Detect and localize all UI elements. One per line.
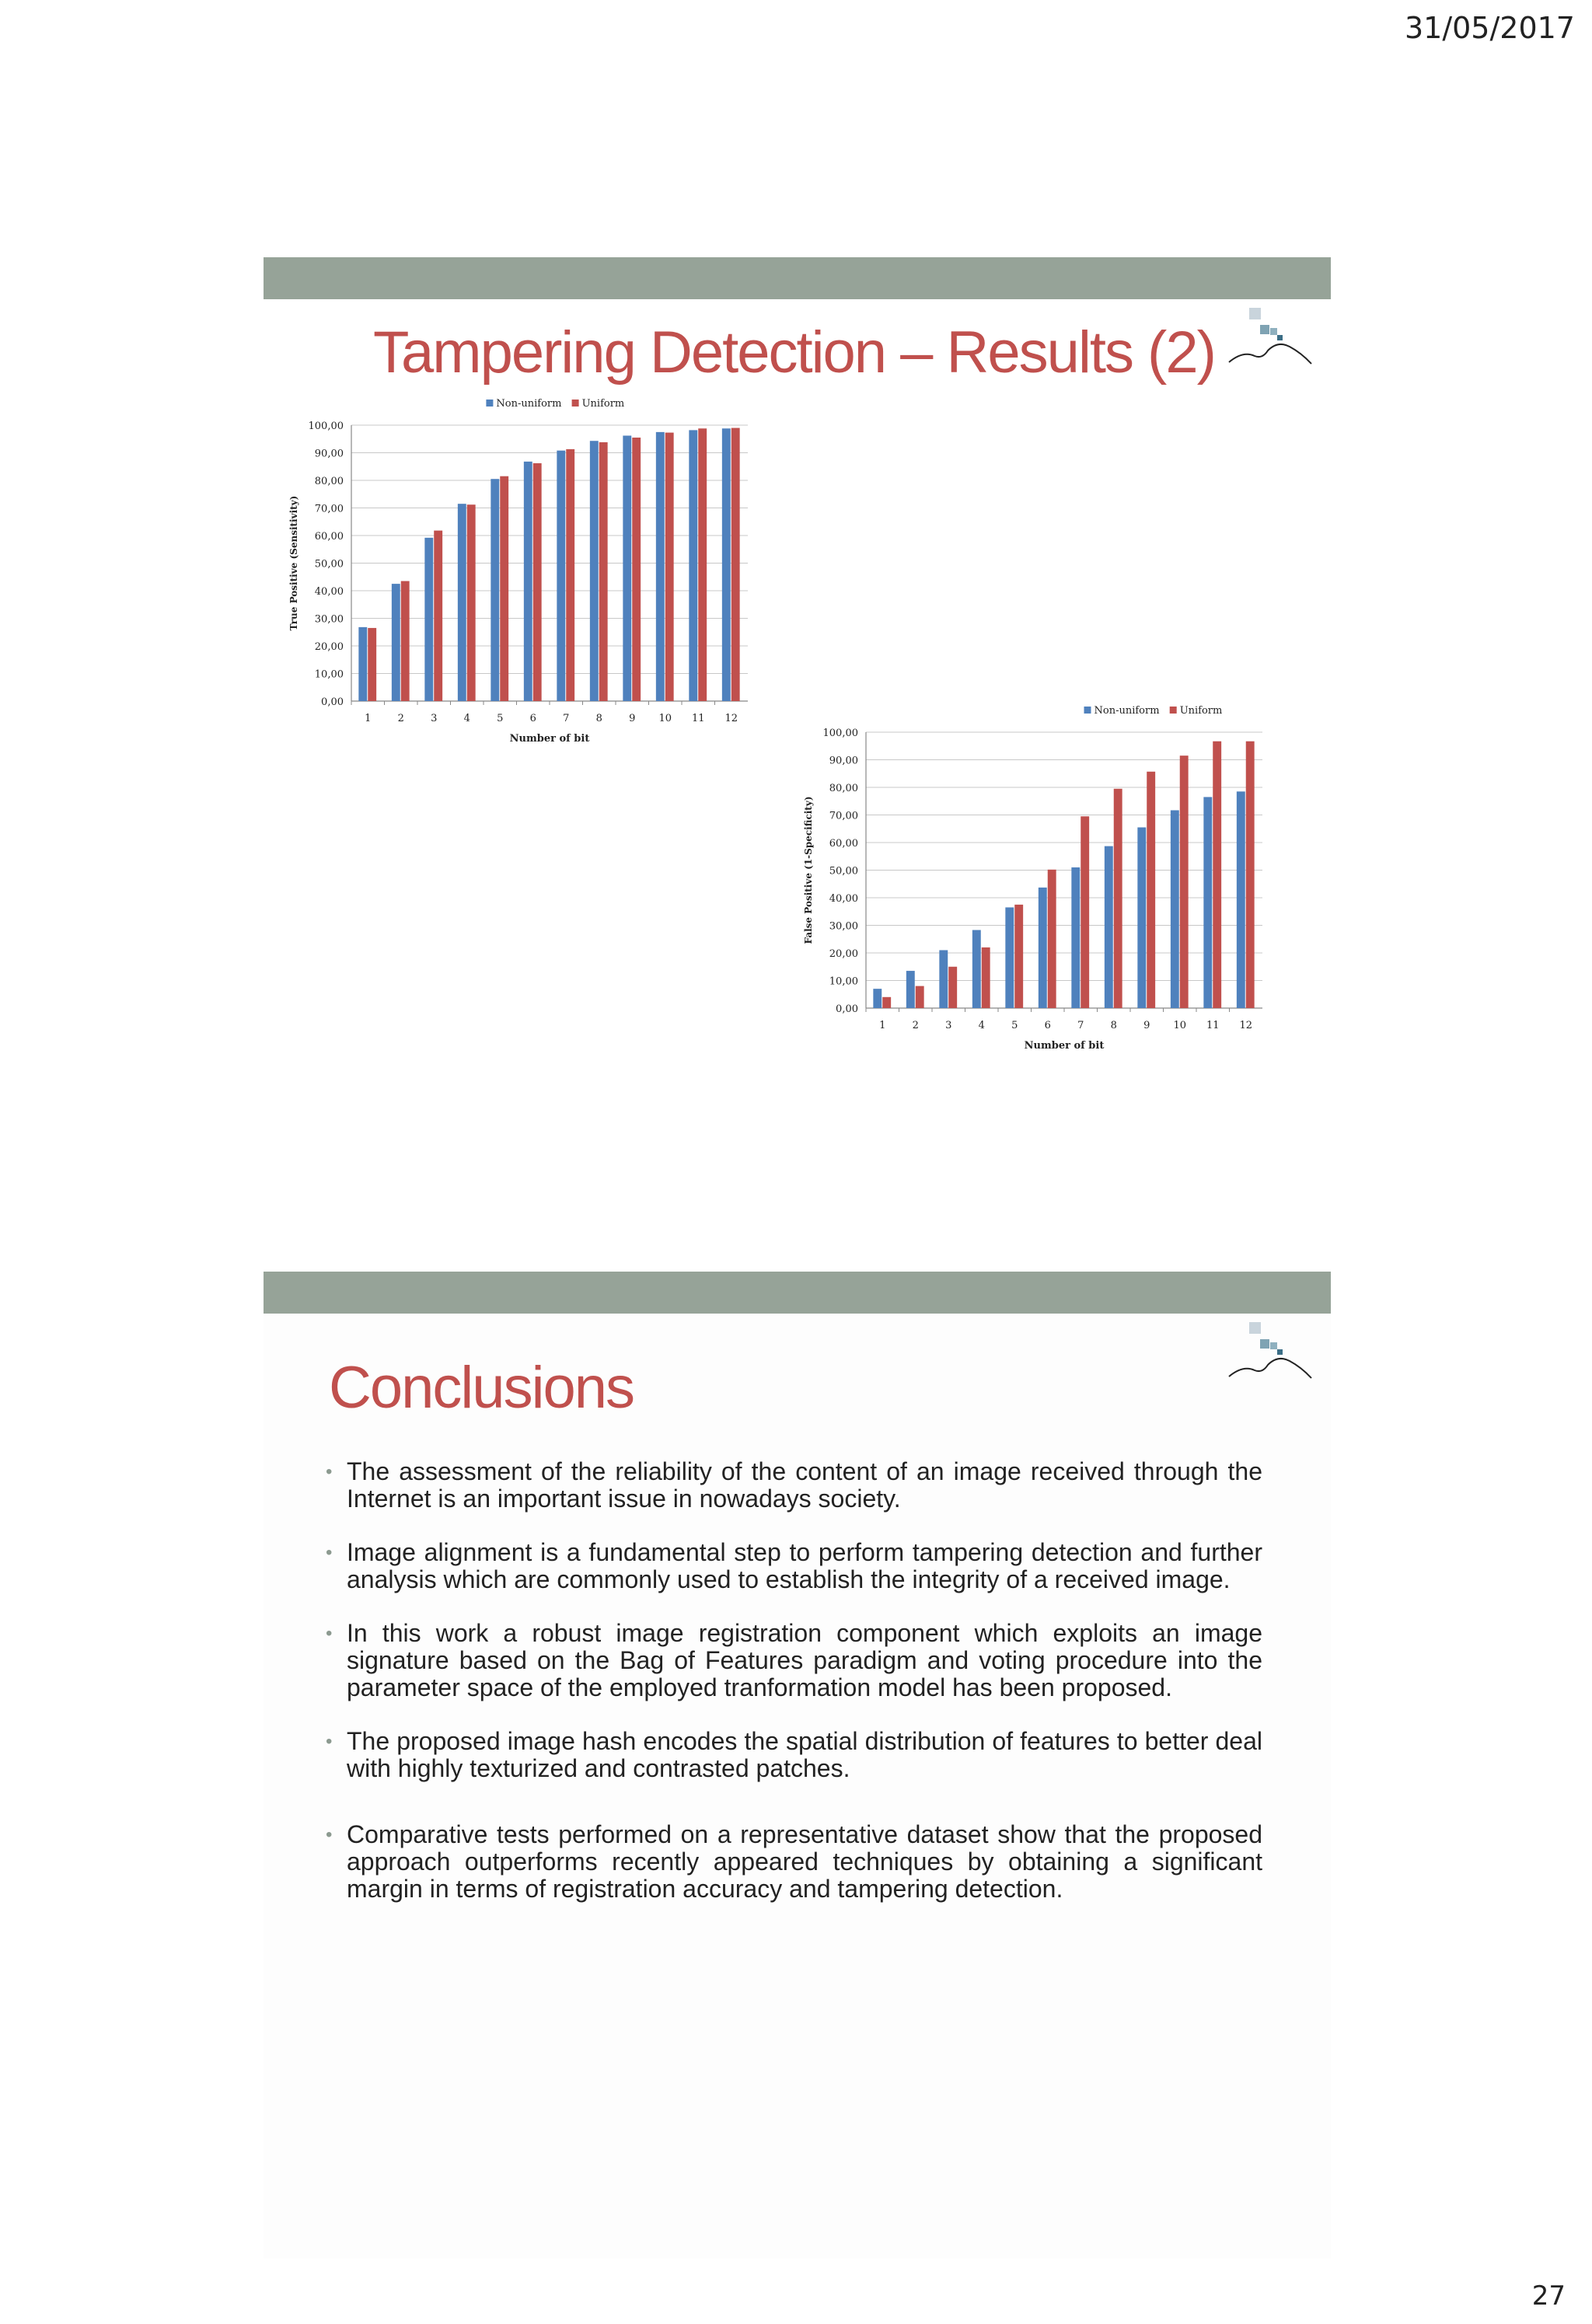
- bullet-dot-icon: •: [326, 1623, 333, 1644]
- x-tick-label: 12: [724, 713, 738, 724]
- x-tick-label: 7: [563, 713, 570, 724]
- bar-non-uniform: [722, 428, 731, 701]
- bar-non-uniform: [1137, 827, 1146, 1008]
- bar-uniform: [916, 986, 924, 1008]
- y-tick-label: 10,00: [829, 975, 858, 988]
- bar-uniform: [1246, 742, 1255, 1008]
- logo-icon: [1227, 1322, 1313, 1400]
- logo-icon: [1227, 308, 1313, 386]
- bullet-text: Image alignment is a fundamental step to perform tampering detection and further analysis which are commonly used to establish the integrity of a received image.: [347, 1538, 1262, 1593]
- x-tick-label: 11: [1206, 1020, 1220, 1031]
- y-tick-label: 90,00: [314, 448, 344, 460]
- bullet-item: [326, 1458, 1262, 1513]
- bullet-item: [326, 1821, 1262, 1903]
- x-tick-label: 2: [912, 1020, 919, 1031]
- page-date: 31/05/2017: [1404, 11, 1575, 45]
- x-tick-label: 3: [945, 1020, 952, 1031]
- bar-uniform: [500, 476, 508, 701]
- x-tick-label: 2: [397, 713, 404, 724]
- bar-non-uniform: [623, 435, 631, 701]
- bar-non-uniform: [1203, 797, 1212, 1008]
- chart-false-positive: [777, 696, 1328, 1163]
- x-tick-label: 9: [1143, 1020, 1150, 1031]
- x-tick-label: 5: [1011, 1020, 1018, 1031]
- bar-non-uniform: [906, 971, 915, 1008]
- legend-swatch: [1170, 707, 1177, 714]
- legend-label: Uniform: [581, 398, 625, 410]
- x-tick-label: 10: [1173, 1020, 1187, 1031]
- bar-uniform: [467, 504, 476, 701]
- y-tick-label: 60,00: [829, 838, 858, 850]
- y-tick-label: 80,00: [829, 783, 858, 794]
- bullet-item: [326, 1728, 1262, 1782]
- bar-non-uniform: [1171, 810, 1179, 1008]
- x-tick-label: 3: [431, 713, 438, 724]
- x-tick-label: 6: [1044, 1020, 1051, 1031]
- x-axis-label: Number of bit: [1024, 1040, 1105, 1052]
- y-tick-label: 0,00: [321, 696, 344, 708]
- x-tick-label: 4: [463, 713, 470, 724]
- bar-non-uniform: [873, 989, 882, 1008]
- x-tick-label: 1: [879, 1020, 886, 1031]
- slide-header-bar: [264, 257, 1331, 299]
- bar-non-uniform: [656, 432, 665, 701]
- y-tick-label: 40,00: [314, 586, 344, 598]
- bar-uniform: [434, 531, 442, 701]
- bar-uniform: [401, 581, 410, 701]
- y-tick-label: 0,00: [836, 1003, 858, 1015]
- slide-title: Conclusions: [329, 1355, 634, 1421]
- y-tick-label: 20,00: [314, 641, 344, 653]
- bar-non-uniform: [939, 950, 948, 1008]
- slide-title: Tampering Detection – Results (2): [373, 319, 1215, 386]
- legend-label: Non-uniform: [1094, 705, 1160, 717]
- x-tick-label: 9: [629, 713, 636, 724]
- y-tick-label: 30,00: [829, 920, 858, 933]
- bar-uniform: [665, 433, 674, 701]
- y-tick-label: 20,00: [829, 948, 858, 960]
- y-tick-label: 50,00: [829, 865, 858, 878]
- legend-label: Uniform: [1179, 705, 1223, 717]
- bar-non-uniform: [392, 584, 400, 701]
- y-tick-label: 40,00: [829, 893, 858, 905]
- bar-uniform: [1048, 870, 1056, 1008]
- page-number: 27: [1531, 2280, 1566, 2312]
- bullet-item: [326, 1620, 1262, 1701]
- x-tick-label: 12: [1239, 1020, 1253, 1031]
- x-tick-label: 11: [691, 713, 705, 724]
- bar-uniform: [1147, 772, 1155, 1008]
- bar-uniform: [1014, 905, 1023, 1008]
- bullet-dot-icon: •: [326, 1824, 333, 1845]
- bar-uniform: [731, 428, 740, 701]
- bar-uniform: [566, 449, 574, 701]
- bullet-dot-icon: •: [326, 1731, 333, 1752]
- legend-swatch: [572, 400, 579, 407]
- bar-non-uniform: [458, 504, 466, 701]
- y-tick-label: 10,00: [314, 668, 344, 681]
- bar-uniform: [1114, 789, 1122, 1008]
- y-tick-label: 90,00: [829, 755, 858, 767]
- conclusions-list: [326, 1458, 1262, 1929]
- x-tick-label: 10: [658, 713, 672, 724]
- bar-uniform: [882, 997, 891, 1008]
- slide-tampering-results: [264, 257, 1331, 1244]
- bar-non-uniform: [972, 930, 981, 1008]
- x-tick-label: 7: [1077, 1020, 1084, 1031]
- legend-label: Non-uniform: [496, 398, 562, 410]
- bar-non-uniform: [491, 479, 499, 701]
- bar-non-uniform: [1039, 888, 1047, 1008]
- legend-swatch: [1084, 707, 1091, 714]
- x-tick-label: 8: [1110, 1020, 1117, 1031]
- y-tick-label: 100,00: [822, 728, 858, 739]
- slide-conclusions: [264, 1272, 1331, 2259]
- bar-non-uniform: [524, 462, 532, 701]
- bar-uniform: [1081, 816, 1089, 1008]
- bar-non-uniform: [1105, 846, 1113, 1008]
- x-tick-label: 5: [497, 713, 504, 724]
- y-axis-label: False Positive (1-Specificity): [803, 796, 814, 944]
- bar-non-uniform: [1005, 907, 1014, 1008]
- bullet-text: Comparative tests performed on a representative dataset show that the proposed approach outperforms recently appeared techniques by obtaining a significant margin in terms of registration accuracy and tampering detection.: [347, 1820, 1262, 1903]
- bar-non-uniform: [1237, 791, 1245, 1008]
- legend-swatch: [486, 400, 493, 407]
- x-axis-label: Number of bit: [509, 733, 590, 745]
- bar-uniform: [599, 442, 608, 701]
- chart-true-positive: [274, 379, 818, 837]
- bullet-dot-icon: •: [326, 1542, 333, 1563]
- bar-uniform: [632, 438, 641, 701]
- bar-uniform: [1213, 742, 1221, 1008]
- y-tick-label: 100,00: [308, 420, 344, 432]
- bullet-item: [326, 1539, 1262, 1593]
- x-tick-label: 1: [365, 713, 372, 724]
- y-tick-label: 80,00: [314, 476, 344, 487]
- y-tick-label: 30,00: [314, 613, 344, 626]
- bullet-dot-icon: •: [326, 1461, 333, 1482]
- bar-uniform: [948, 967, 957, 1008]
- y-axis-label: True Positive (Sensitivity): [288, 495, 299, 631]
- y-tick-label: 70,00: [314, 503, 344, 515]
- x-tick-label: 4: [978, 1020, 985, 1031]
- bar-uniform: [533, 463, 542, 701]
- y-tick-label: 50,00: [314, 558, 344, 571]
- bar-non-uniform: [557, 451, 565, 701]
- x-tick-label: 6: [529, 713, 536, 724]
- bar-uniform: [368, 628, 376, 701]
- bar-non-uniform: [1071, 867, 1080, 1008]
- bar-non-uniform: [689, 430, 697, 701]
- bar-uniform: [982, 947, 990, 1008]
- bar-uniform: [698, 428, 707, 701]
- chart-legend: [486, 398, 624, 410]
- bullet-text: The proposed image hash encodes the spatial distribution of features to better deal with highly texturized and contrasted patches.: [347, 1727, 1262, 1782]
- bar-non-uniform: [424, 538, 433, 701]
- bullet-text: In this work a robust image registration component which exploits an image signature based on the Bag of Features paradigm and voting procedure into the parameter space of the employed tranformation model has been proposed.: [347, 1619, 1262, 1701]
- slide-header-bar: [264, 1272, 1331, 1314]
- chart-legend: [1084, 705, 1223, 717]
- x-tick-label: 8: [595, 713, 602, 724]
- y-tick-label: 60,00: [314, 531, 344, 543]
- bar-uniform: [1180, 755, 1189, 1008]
- bullet-text: The assessment of the reliability of the content of an image received through the Internet is an important issue in nowadays society.: [347, 1457, 1262, 1513]
- bar-non-uniform: [358, 627, 367, 701]
- y-tick-label: 70,00: [829, 810, 858, 822]
- bar-non-uniform: [590, 441, 599, 701]
